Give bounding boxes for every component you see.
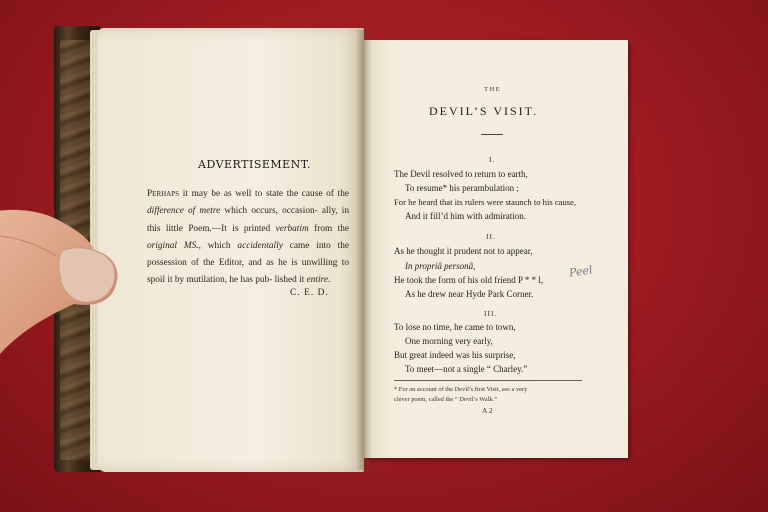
title-article: THE bbox=[484, 86, 502, 93]
stanza-number: I. bbox=[489, 155, 496, 164]
advertisement-body: Perhaps it may be as well to state the cause of the difference of metre which occurs, occasion- ally, in this little Poem.—It is printed verbatim from the original MS., which accidentally came into the possession of the Editor, and as he is unwilling to spoil it by mutilation, he has pub- lished it entire. bbox=[147, 189, 349, 286]
lead-word: Perhaps bbox=[147, 189, 180, 199]
verse-line: To lose no time, he came to town, bbox=[394, 322, 516, 332]
book-gutter bbox=[356, 30, 372, 470]
footnote-rule bbox=[394, 380, 582, 381]
advertisement-signature: C. E. D. bbox=[290, 288, 329, 298]
verse-line: But great indeed was his surprise, bbox=[394, 350, 516, 360]
verse-line: As he drew near Hyde Park Corner. bbox=[405, 289, 534, 299]
thumb-illustration bbox=[0, 206, 122, 356]
pencil-annotation: Peel bbox=[568, 263, 594, 280]
advertisement-heading: ADVERTISEMENT. bbox=[198, 158, 312, 171]
verse-line: One morning very early, bbox=[405, 336, 493, 346]
verse-line: And it fill’d him with admiration. bbox=[405, 211, 526, 221]
verse-line: For he heard that its rulers were staunch to his cause, bbox=[394, 197, 577, 207]
verse-line: He took the form of his old friend P * * l, bbox=[394, 275, 544, 285]
stanza-number: II. bbox=[486, 232, 496, 241]
footnote: * For an account of the Devil’s first Visit, see a very clever poem, called the “ Devil’s Walk.” bbox=[394, 386, 528, 403]
verse-line: In propriâ personâ, bbox=[405, 261, 476, 271]
title-rule bbox=[481, 134, 503, 135]
signature-mark: A 2 bbox=[482, 406, 493, 415]
verse-line: To resume* his perambulation ; bbox=[405, 183, 519, 193]
poem-title: DEVIL’S VISIT. bbox=[429, 104, 539, 118]
stanza-number: III. bbox=[484, 309, 498, 318]
verse-line: To meet—not a single “ Charley.” bbox=[405, 364, 528, 374]
verse-line: As he thought it prudent not to appear, bbox=[394, 246, 533, 256]
verse-line: The Devil resolved to return to earth, bbox=[394, 169, 528, 179]
